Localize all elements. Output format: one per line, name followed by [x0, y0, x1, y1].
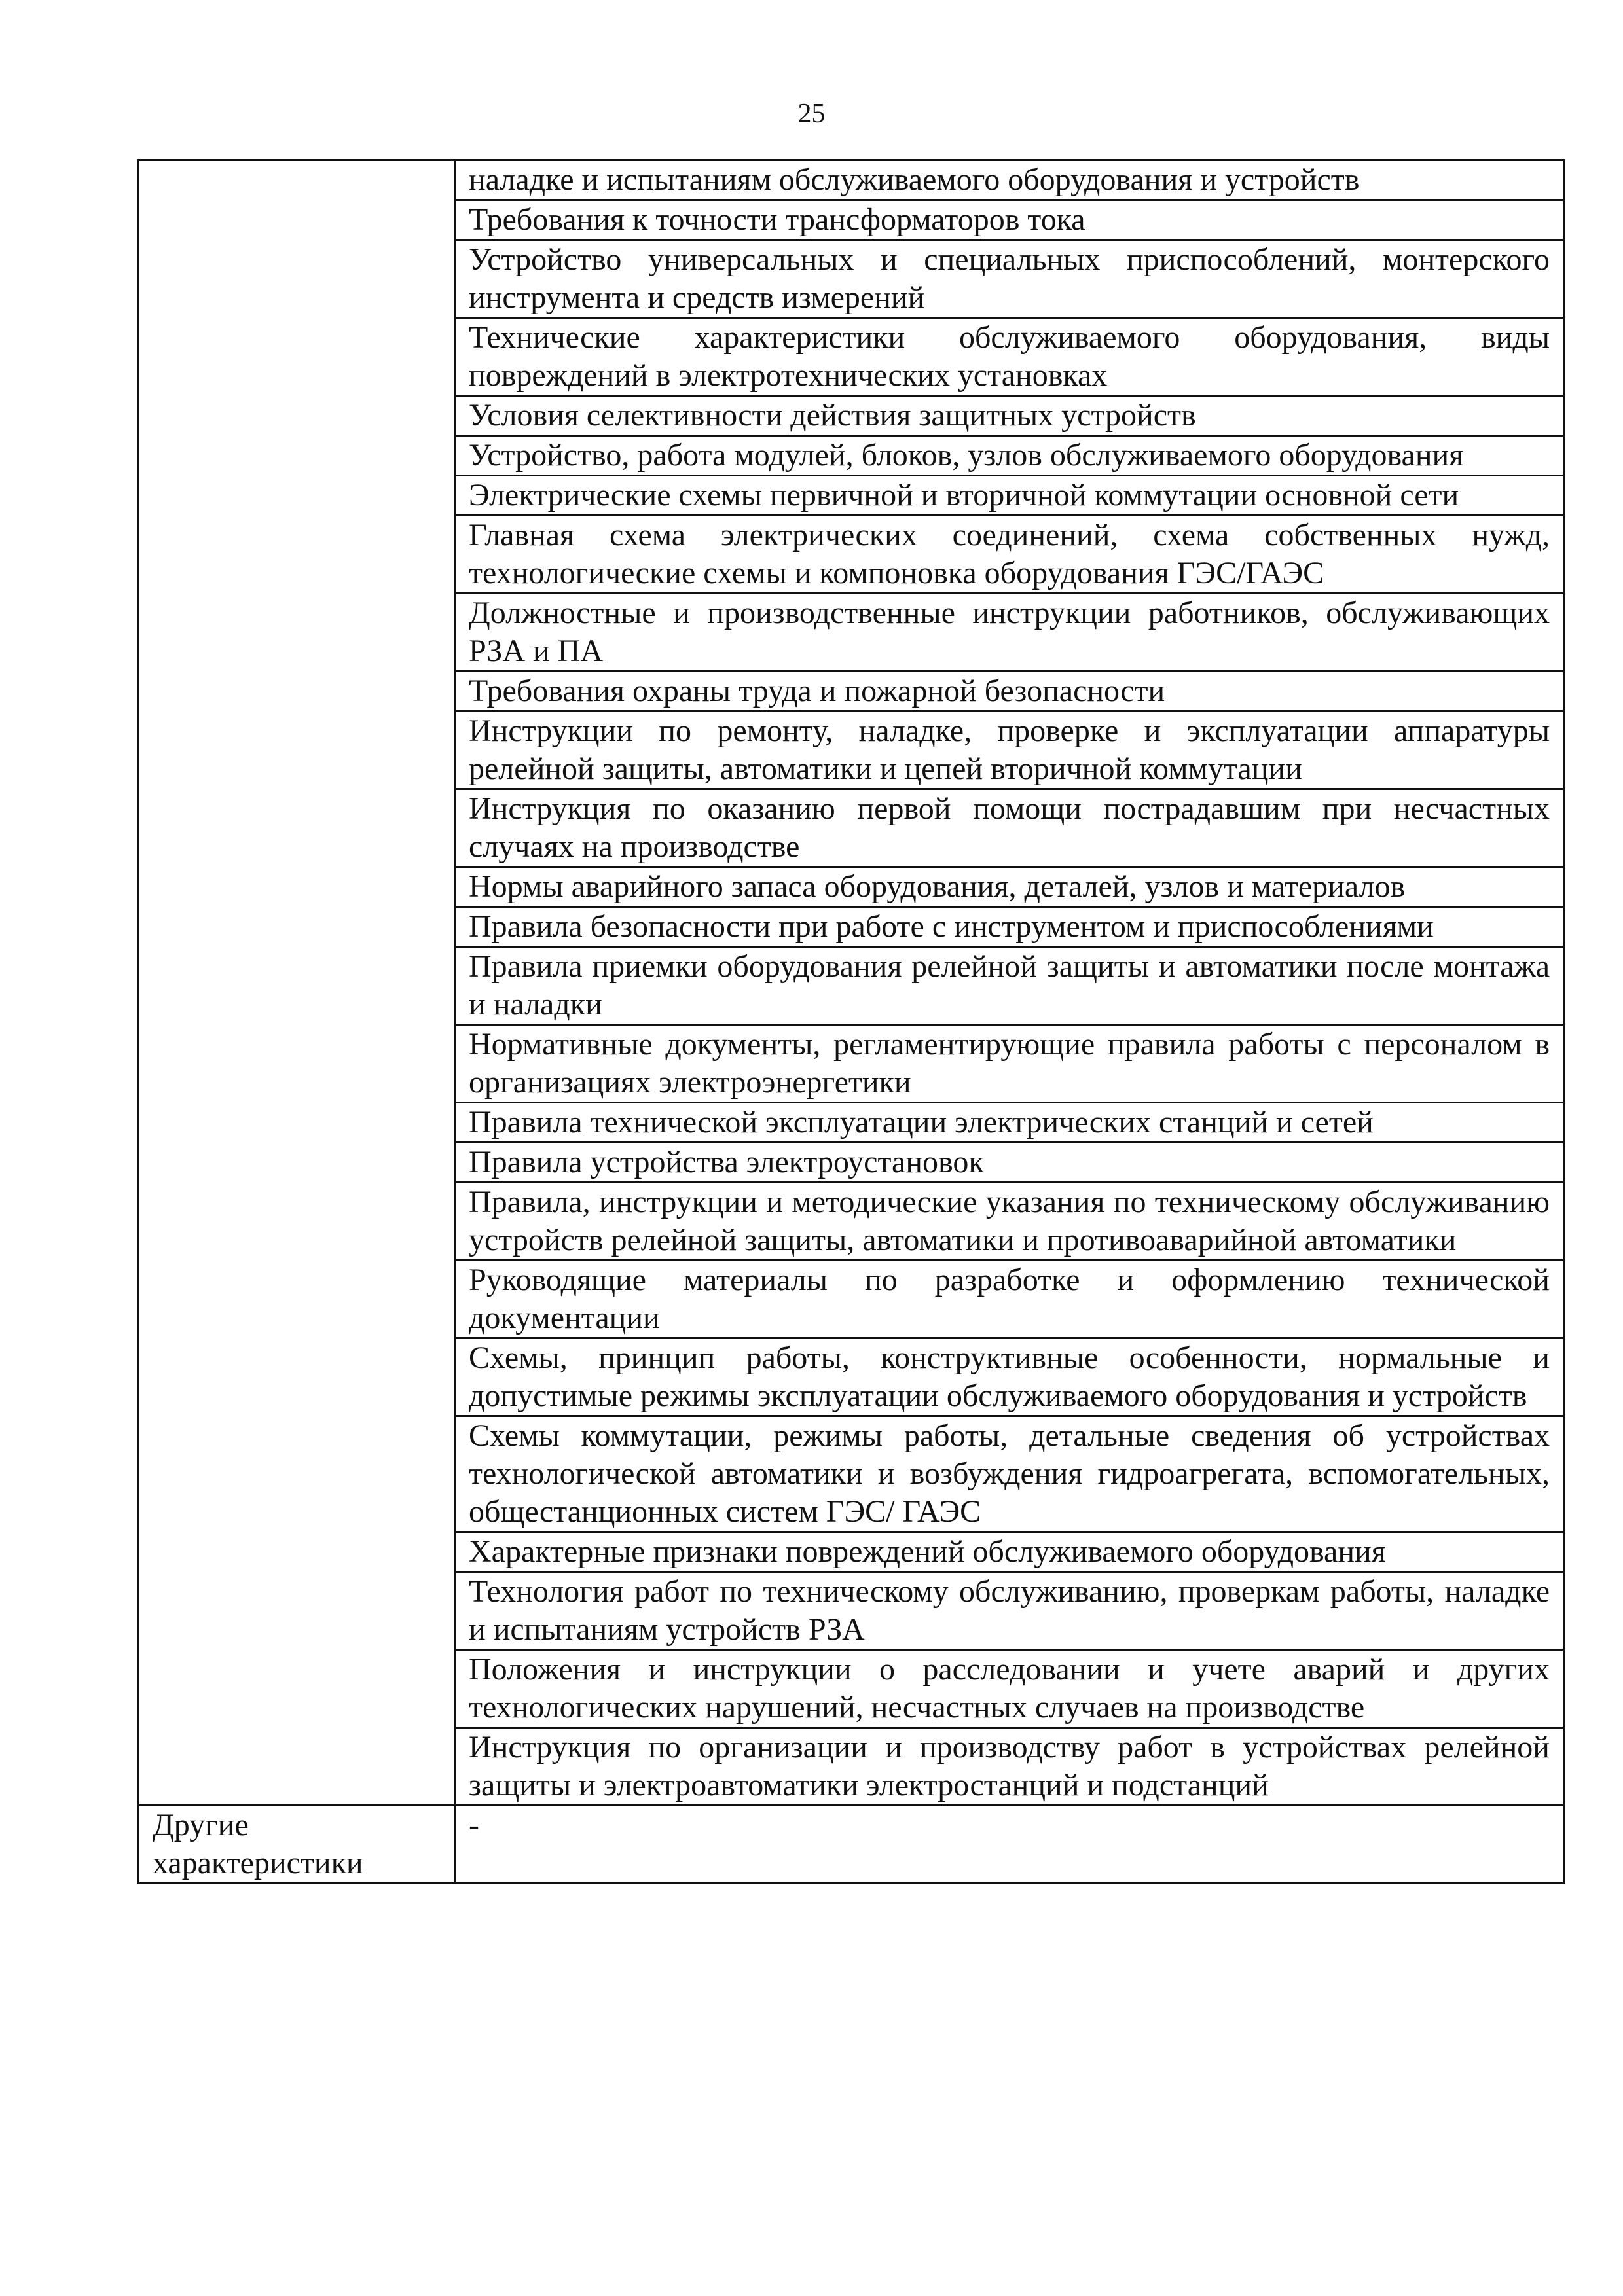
other-characteristics-value: -	[455, 1806, 1564, 1884]
knowledge-item: Схемы, принцип работы, конструктивные особенности, нормальные и допустимые режимы эксплуатации обслуживаемого оборудования и устройств	[455, 1338, 1564, 1416]
knowledge-item: Схемы коммутации, режимы работы, детальные сведения об устройствах технологической автоматики и возбуждения гидроагрегата, вспомогательных, общестанционных систем ГЭС/ ГАЭС	[455, 1416, 1564, 1532]
knowledge-item: Нормы аварийного запаса оборудования, деталей, узлов и материалов	[455, 867, 1564, 907]
knowledge-item: Правила технической эксплуатации электрических станций и сетей	[455, 1103, 1564, 1143]
knowledge-item: Характерные признаки повреждений обслуживаемого оборудования	[455, 1532, 1564, 1572]
knowledge-item: Электрические схемы первичной и вторичной коммутации основной сети	[455, 476, 1564, 516]
knowledge-item: Правила безопасности при работе с инструментом и приспособлениями	[455, 907, 1564, 947]
other-characteristics-row	[139, 1806, 1564, 1884]
knowledge-table	[137, 159, 1565, 1884]
knowledge-item: Правила устройства электроустановок	[455, 1143, 1564, 1183]
knowledge-item: Технология работ по техническому обслуживанию, проверкам работы, наладке и испытаниям устройств РЗА	[455, 1572, 1564, 1650]
knowledge-item: Положения и инструкции о расследовании и учете аварий и других технологических нарушений, несчастных случаев на производстве	[455, 1650, 1564, 1728]
knowledge-item: Технические характеристики обслуживаемого оборудования, виды повреждений в электротехнических установках	[455, 318, 1564, 396]
knowledge-item: Инструкция по организации и производству работ в устройствах релейной защиты и электроавтоматики электростанций и подстанций	[455, 1728, 1564, 1806]
knowledge-item: Устройство, работа модулей, блоков, узлов обслуживаемого оборудования	[455, 436, 1564, 476]
knowledge-item: наладке и испытаниям обслуживаемого оборудования и устройств	[455, 160, 1564, 200]
knowledge-item: Должностные и производственные инструкции работников, обслуживающих РЗА и ПА	[455, 594, 1564, 672]
necessary-knowledge-label-cell	[139, 160, 455, 1806]
knowledge-item: Правила, инструкции и методические указания по техническому обслуживанию устройств релейной защиты, автоматики и противоаварийной автоматики	[455, 1183, 1564, 1261]
table-row	[139, 160, 1564, 200]
knowledge-item: Инструкции по ремонту, наладке, проверке и эксплуатации аппаратуры релейной защиты, автоматики и цепей вторичной коммутации	[455, 711, 1564, 789]
knowledge-item: Требования к точности трансформаторов тока	[455, 200, 1564, 240]
knowledge-item: Главная схема электрических соединений, схема собственных нужд, технологические схемы и компоновка оборудования ГЭС/ГАЭС	[455, 516, 1564, 594]
other-characteristics-label: Другие характеристики	[139, 1806, 455, 1884]
knowledge-item: Нормативные документы, регламентирующие правила работы с персоналом в организациях электроэнергетики	[455, 1025, 1564, 1103]
knowledge-item: Правила приемки оборудования релейной защиты и автоматики после монтажа и наладки	[455, 947, 1564, 1025]
knowledge-item: Руководящие материалы по разработке и оформлению технической документации	[455, 1261, 1564, 1338]
knowledge-item: Инструкция по оказанию первой помощи пострадавшим при несчастных случаях на производстве	[455, 789, 1564, 867]
knowledge-item: Условия селективности действия защитных устройств	[455, 396, 1564, 436]
knowledge-item: Устройство универсальных и специальных приспособлений, монтерского инструмента и средств измерений	[455, 240, 1564, 318]
page-number: 25	[797, 99, 826, 129]
knowledge-item: Требования охраны труда и пожарной безопасности	[455, 672, 1564, 711]
